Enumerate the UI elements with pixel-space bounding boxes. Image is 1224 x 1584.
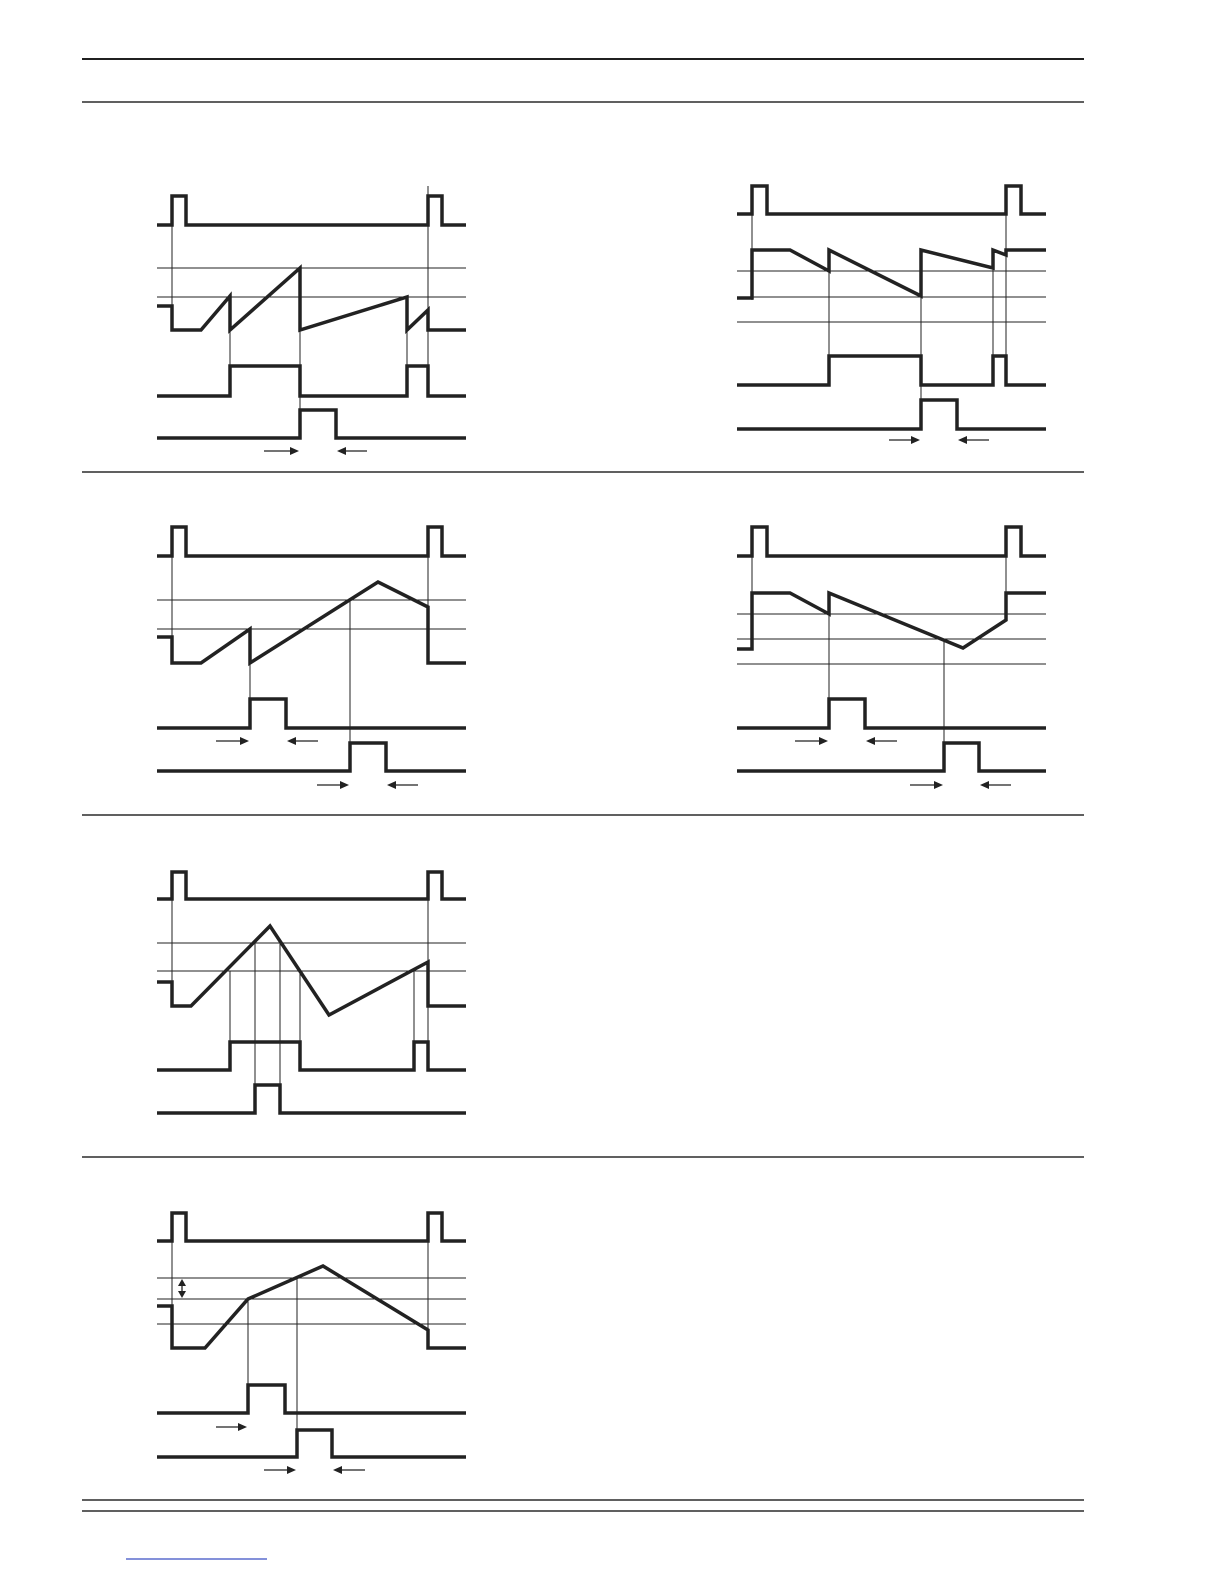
output-1-trace <box>737 699 1046 728</box>
arrowhead <box>333 1466 342 1474</box>
clock-trace <box>157 527 466 556</box>
output-2-trace <box>157 1085 466 1113</box>
arrowhead <box>980 781 989 789</box>
analog-trace <box>737 250 1046 298</box>
arrowhead <box>238 1423 247 1431</box>
arrowhead <box>958 436 967 444</box>
arrowhead <box>240 737 249 745</box>
timing-diagram-c <box>157 527 466 789</box>
output-1-trace <box>157 1385 466 1413</box>
output-2-trace <box>157 743 466 771</box>
arrowhead <box>819 737 828 745</box>
analog-trace <box>737 593 1046 649</box>
timing-diagram-a <box>157 186 466 455</box>
output-2-trace <box>157 1430 466 1457</box>
output-2-trace <box>157 410 466 438</box>
arrowhead <box>287 737 296 745</box>
output-1-trace <box>737 356 1046 385</box>
clock-trace <box>157 1213 466 1241</box>
clock-trace <box>157 196 466 225</box>
timing-diagram-b <box>737 186 1046 444</box>
timing-diagram-e <box>157 872 466 1113</box>
arrowhead <box>911 436 920 444</box>
arrowhead <box>287 1466 296 1474</box>
output-1-trace <box>157 1042 466 1070</box>
arrowhead <box>178 1291 186 1298</box>
clock-trace <box>737 527 1046 556</box>
output-2-trace <box>737 743 1046 771</box>
output-1-trace <box>157 699 466 728</box>
output-2-trace <box>737 400 1046 429</box>
clock-trace <box>737 186 1046 214</box>
output-1-trace <box>157 366 466 396</box>
arrowhead <box>178 1279 186 1286</box>
timing-diagram-f <box>157 1213 466 1474</box>
arrowhead <box>934 781 943 789</box>
clock-trace <box>157 872 466 899</box>
arrowhead <box>866 737 875 745</box>
arrowhead <box>340 781 349 789</box>
arrowhead <box>337 447 346 455</box>
arrowhead <box>290 447 299 455</box>
analog-trace <box>157 582 466 663</box>
arrowhead <box>387 781 396 789</box>
analog-trace <box>157 268 466 330</box>
timing-diagram-d <box>737 527 1046 789</box>
